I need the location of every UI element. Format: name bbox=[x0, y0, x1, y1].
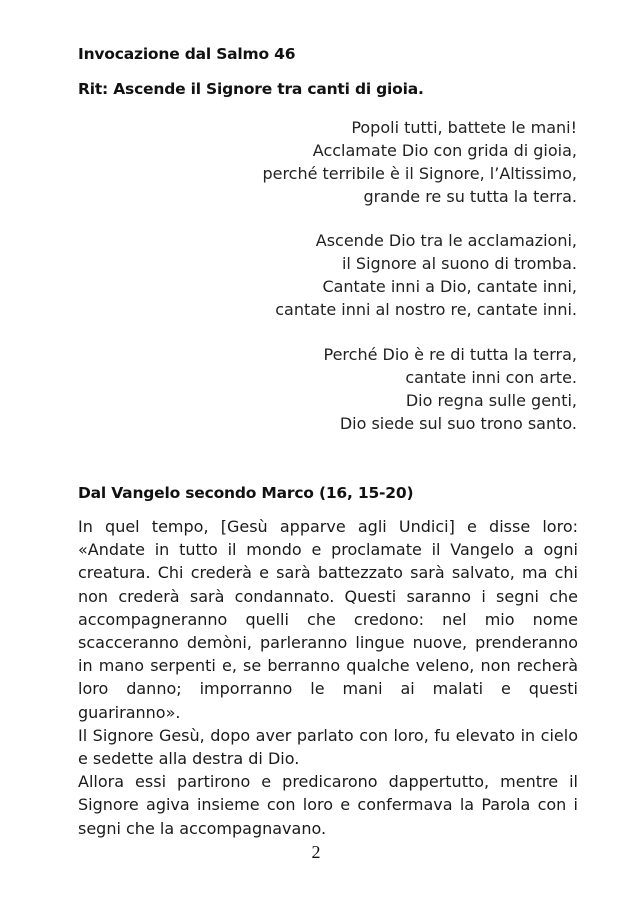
psalm-title: Invocazione dal Salmo 46 bbox=[78, 45, 296, 63]
gospel-text bbox=[78, 515, 578, 840]
psalm-verse-line: Acclamate Dio con grida di gioia, bbox=[312, 141, 577, 160]
psalm-verse-line: Dio siede sul suo trono santo. bbox=[339, 414, 577, 433]
psalm-refrain: Rit: Ascende il Signore tra canti di gioia. bbox=[78, 80, 424, 98]
psalm-verse-line: Dio regna sulle genti, bbox=[405, 391, 577, 410]
psalm-stanza bbox=[262, 116, 577, 208]
page-number: 2 bbox=[311, 842, 321, 862]
psalm-verse-line: grande re su tutta la terra. bbox=[363, 187, 577, 206]
psalm-verse-line: perché terribile è il Signore, l’Altissimo, bbox=[262, 164, 577, 183]
psalm-verse-line: cantate inni con arte. bbox=[405, 368, 577, 387]
psalm-stanza bbox=[275, 229, 577, 321]
psalm-verse-line: Popoli tutti, battete le mani! bbox=[351, 118, 577, 137]
gospel-paragraph: In quel tempo, [Gesù apparve agli Undici] e disse loro: «Andate in tutto il mondo e proclamate il Vangelo a ogni creatura. Chi crederà e sarà battezzato sarà salvato, ma chi non crederà sarà condannato. Questi saranno i segni che accompagneranno quelli che credono: nel mio nome scacceranno demòni, parleranno lingue nuove, prenderanno in mano serpenti e, se berranno qualche veleno, non recherà loro danno; imporranno le mani ai malati e questi guariranno». bbox=[78, 517, 578, 722]
psalm-verse-line: Cantate inni a Dio, cantate inni, bbox=[322, 277, 577, 296]
psalm-verse-line: il Signore al suono di tromba. bbox=[341, 254, 577, 273]
gospel-paragraph: Il Signore Gesù, dopo aver parlato con loro, fu elevato in cielo e sedette alla destra di Dio. bbox=[78, 725, 578, 769]
psalm-stanza bbox=[324, 343, 578, 435]
gospel-paragraph: Allora essi partirono e predicarono dappertutto, mentre il Signore agiva insieme con loro e confermava la Parola con i segni che la accompagnavano. bbox=[78, 772, 578, 838]
psalm-verse-line: Perché Dio è re di tutta la terra, bbox=[323, 345, 577, 364]
gospel-title: Dal Vangelo secondo Marco (16, 15-20) bbox=[78, 484, 414, 502]
psalm-verse-line: Ascende Dio tra le acclamazioni, bbox=[315, 231, 577, 250]
psalm-verse-line: cantate inni al nostro re, cantate inni. bbox=[275, 300, 577, 319]
